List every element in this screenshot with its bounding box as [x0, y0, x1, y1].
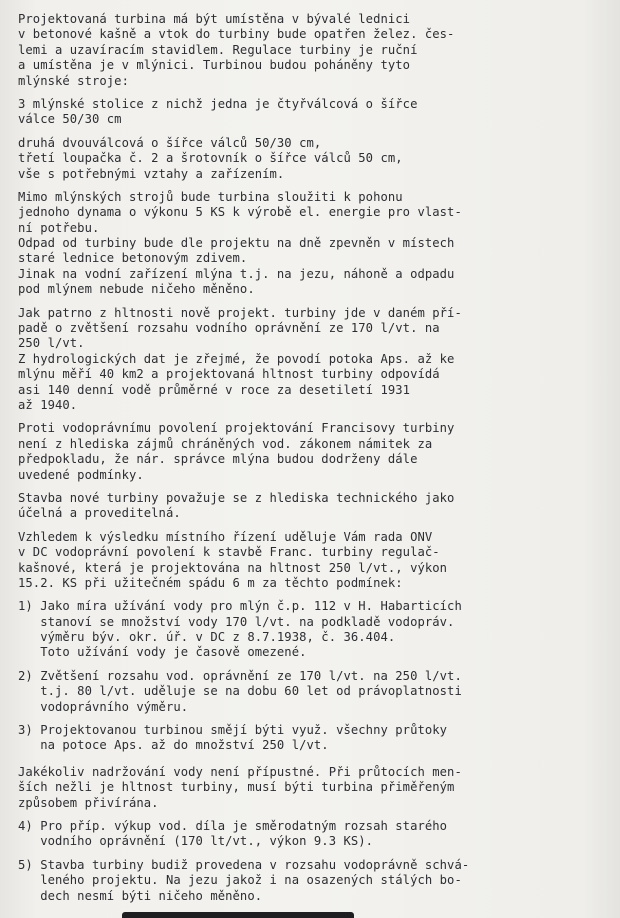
text-line: Jakékoliv nadržování vody není přípustné. Při průtocích men-: [18, 764, 462, 779]
text-line: staré lednice betonovým zdivem.: [18, 251, 248, 266]
paragraph: [18, 12, 618, 89]
text-line: asi 140 denní vodě průměrné v roce za desetiletí 1931: [18, 382, 411, 397]
text-line: 2) Zvětšení rozsahu vod. oprávnění ze 170 l/vt. na 250 l/vt.: [18, 668, 462, 683]
paragraph: [18, 97, 618, 128]
text-line: mlýnu měří 40 km2 a projektovaná hltnost turbiny odpovídá: [18, 367, 440, 382]
paragraph: [18, 190, 618, 298]
text-line: 250 l/vt.: [18, 336, 85, 351]
paragraph: [18, 723, 618, 754]
text-line: 3) Projektovanou turbinou smějí býti využ. všechny průtoky: [18, 723, 448, 738]
paragraph: [18, 819, 618, 850]
text-line: jednoho dynama o výkonu 5 KS k výrobě el. energie pro vlast-: [18, 205, 462, 220]
paragraph: [18, 306, 618, 414]
text-line: ších nežli je hltnost turbiny, musí býti turbina přiměřeným: [18, 780, 455, 795]
typewritten-text: [18, 12, 618, 912]
text-line: v betonové kašně a vtok do turbiny bude opatřen želez. čes-: [18, 27, 455, 42]
text-line: kašnové, která je projektována na hltnost 250 l/vt., výkon: [18, 560, 448, 575]
text-line: 15.2. KS při užitečném spádu 6 m za těchto podmínek:: [18, 575, 403, 590]
text-line: až 1940.: [18, 397, 78, 412]
text-line: Toto užívání vody je časově omezené.: [18, 645, 307, 660]
text-line: vodního oprávnění (170 lt/vt., výkon 9.3 KS).: [18, 834, 374, 849]
text-line: vodoprávního výměru.: [18, 699, 189, 714]
text-line: 5) Stavba turbiny budiž provedena v rozsahu vodoprávně schvá-: [18, 857, 470, 872]
text-line: v DC vodoprávní povolení k stavbě Franc. turbiny regulač-: [18, 545, 440, 560]
text-line: 1) Jako míra užívání vody pro mlýn č.p. 112 v H. Habarticích: [18, 599, 462, 614]
text-line: 3 mlýnské stolice z nichž jedna je čtyřválcová o šířce: [18, 96, 418, 111]
text-line: způsobem přivírána.: [18, 795, 159, 810]
text-line: Z hydrologických dat je zřejmé, že povodí potoka Aps. až ke: [18, 351, 455, 366]
paragraph: [18, 765, 618, 811]
paragraph: [18, 858, 618, 904]
text-line: výměru býv. okr. úř. v DC z 8.7.1938, č. 36.404.: [18, 630, 396, 645]
text-line: Projektovaná turbina má být umístěna v bývalé lednici: [18, 12, 411, 26]
text-line: lemi a uzavíracím stavidlem. Regulace turbiny je ruční: [18, 42, 418, 57]
text-line: účelná a proveditelná.: [18, 506, 181, 521]
text-line: a umístěna je v mlýnici. Turbinou budou poháněny tyto: [18, 58, 411, 73]
text-line: válce 50/30 cm: [18, 112, 122, 127]
text-line: pod mlýnem nebude ničeho měněno.: [18, 282, 255, 297]
text-line: Jak patrno z hltnosti nově projekt. turbiny jde v daném pří-: [18, 305, 462, 320]
paragraph: [18, 669, 618, 715]
text-line: stanoví se množství vody 170 l/vt. na podkladě vodopráv.: [18, 614, 455, 629]
text-line: Proti vodoprávnímu povolení projektování Francisovy turbiny: [18, 421, 455, 436]
text-line: Jinak na vodní zařízení mlýna t.j. na jezu, náhoně a odpadu: [18, 266, 455, 281]
text-line: Vzhledem k výsledku místního řízení uděluje Vám rada ONV: [18, 529, 433, 544]
text-line: padě o zvětšení rozsahu vodního oprávnění ze 170 l/vt. na: [18, 321, 440, 336]
text-line: není z hlediska zájmů chráněných vod. zákonem námitek za: [18, 436, 433, 451]
text-line: předpokladu, že nár. správce mlýna budou dodrženy dále: [18, 452, 418, 467]
text-line: Stavba nové turbiny považuje se z hlediska technického jako: [18, 490, 455, 505]
paragraph: [18, 530, 618, 592]
paragraph: [18, 491, 618, 522]
text-line: třetí loupačka č. 2 a šrotovník o šířce válců 50 cm,: [18, 151, 403, 166]
paragraph: [18, 599, 618, 661]
text-line: t.j. 80 l/vt. uděluje se na dobu 60 let od právoplatnosti: [18, 684, 462, 699]
text-line: uvedené podmínky.: [18, 467, 144, 482]
text-line: Mimo mlýnských strojů bude turbina sloužiti k pohonu: [18, 189, 403, 204]
text-line: na potoce Aps. až do množství 250 l/vt.: [18, 738, 329, 753]
text-line: dech nesmí býti ničeho měněno.: [18, 888, 263, 903]
bottom-scroll-indicator[interactable]: [122, 912, 354, 918]
paragraph: [18, 421, 618, 483]
paragraph: [18, 136, 618, 182]
text-line: vše s potřebnými vztahy a zařízením.: [18, 166, 285, 181]
text-line: mlýnské stroje:: [18, 73, 129, 88]
text-line: ní potřebu.: [18, 220, 100, 235]
text-line: druhá dvouválcová o šířce válců 50/30 cm,: [18, 135, 322, 150]
text-line: Odpad od turbiny bude dle projektu na dně zpevněn v místech: [18, 236, 455, 251]
text-line: leného projektu. Na jezu jakož i na osazených stálých bo-: [18, 873, 462, 888]
text-line: 4) Pro příp. výkup vod. díla je směrodatným rozsah starého: [18, 818, 448, 833]
